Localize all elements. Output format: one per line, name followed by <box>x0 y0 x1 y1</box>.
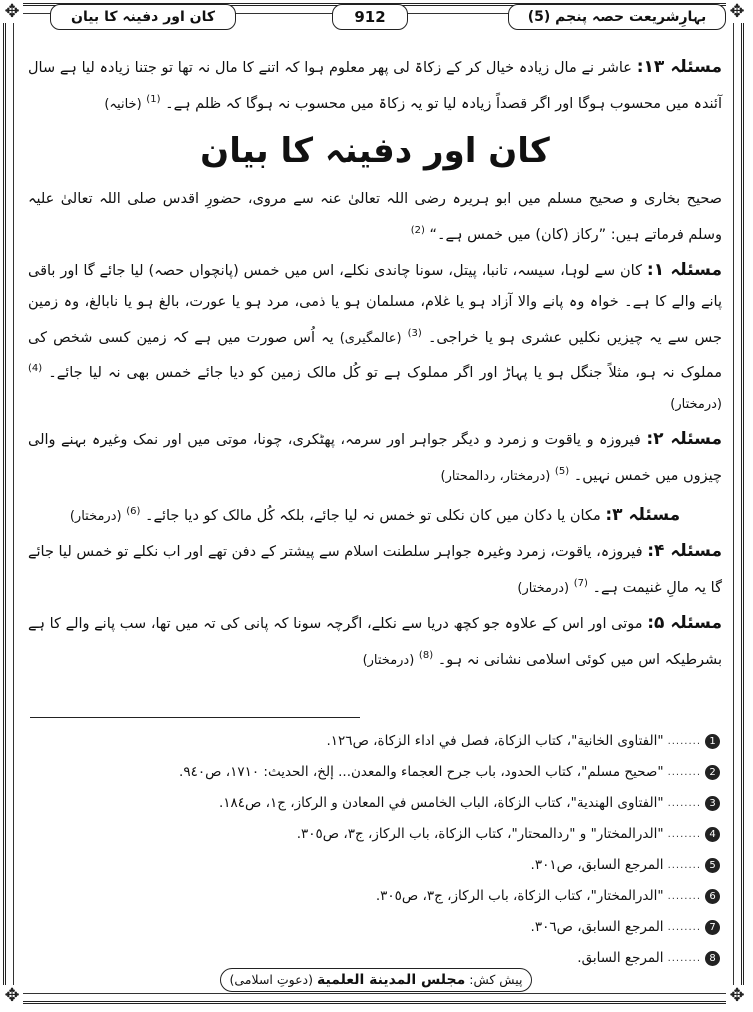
corner-ornament-icon: ✥ <box>726 1 748 23</box>
leader-dots: ........ <box>667 736 701 747</box>
footnote-ref[interactable]: (3) <box>407 327 422 339</box>
masala-label: مسئلہ ۳: <box>605 504 681 525</box>
masala-text: فیروزہ، یاقوت، زمرد وغیرہ جواہر سلطنت اسلام سے پیشتر کے دفن تھے اور اب نکلے تو خمس لیا جائے گا یہ مالِ غنیمت ہے۔ <box>28 543 722 596</box>
running-chapter-title: کان اور دفینہ کا بیان <box>50 4 236 30</box>
footnote-text: "صحيح مسلم"، كتاب الحدود، باب جرح العجماء والمعدن... إلخ، الحديث: ١٧١٠، ص٩٤٠. <box>179 764 664 780</box>
masala-4 <box>28 536 722 604</box>
citation: (خانیہ) <box>104 96 142 112</box>
chapter-heading: کان اور دفینہ کا بیان <box>200 130 550 171</box>
footnote-ref[interactable]: (6) <box>126 506 141 518</box>
corner-ornament-icon: ✥ <box>726 985 748 1007</box>
citation: (عالمگیری) <box>339 330 402 346</box>
masala-13 <box>28 52 722 120</box>
citation: (درمختار) <box>69 508 122 524</box>
footnote-number: 7 <box>705 920 720 935</box>
masala-label: مسئلہ ۵: <box>647 612 723 633</box>
footnote-text: المرجع السابق، ص٣٠١. <box>530 857 664 873</box>
publisher-footer <box>220 968 532 992</box>
page-number: 912 <box>332 4 408 30</box>
footer-suffix: (دعوتِ اسلامی) <box>229 972 313 987</box>
masala-text: عاشر نے مال زیادہ خیال کر کے زکاۃ لی پھر معلوم ہوا کہ اتنے کا مال نہ تھا تو جتنا زیادہ لیا ہے سال آئندہ میں محسوب ہوگا اور اگر قصداً زیادہ لیا تو یہ زکاۃ میں محسوب نہ ہوگا کہ ظلم ہے۔ <box>28 60 722 112</box>
masala-label: مسئلہ ۱: <box>646 259 722 280</box>
leader-dots: ........ <box>667 767 701 778</box>
footnote-ref[interactable]: (5) <box>554 466 570 478</box>
footnote-item <box>30 726 720 757</box>
footnote-item <box>30 881 720 912</box>
leader-dots: ........ <box>667 891 701 902</box>
footnote-number: 3 <box>705 796 720 811</box>
page-header <box>0 4 753 30</box>
publisher-name: مجلس المدينة العلمية <box>316 972 466 988</box>
masala-text: فیروزہ و یاقوت و زمرد و دیگر جواہر اور سرمہ، پھٹکری، چونا، موتی میں اور نمک وغیرہ بہنے والی چیزوں میں خمس نہیں۔ <box>28 432 722 485</box>
leader-dots: ........ <box>667 829 701 840</box>
masala-1 <box>28 255 722 421</box>
footnote-item <box>30 819 720 850</box>
main-text <box>28 52 722 680</box>
masala-text: کان سے لوہا، سیسہ، تانبا، پیتل، سونا چاندی نکلے، اس میں خمس (پانچواں حصہ) لیا جائے گا اور باقی پانے والے کا ہے۔ خواہ وہ پانے والا آزاد ہو یا غلام، مسلمان ہو یا ذمی، مرد ہو یا عورت، بالغ ہو یا نابالغ، وہ زمین جس سے یہ چیزیں نکلیں عشری ہو یا خراجی۔ <box>28 262 723 346</box>
leader-dots: ........ <box>667 860 701 871</box>
citation: (درمختار) <box>670 397 722 413</box>
footnote-text: "الدرالمختار" و "ردالمحتار"، كتاب الزكاة، باب الركاز، ج٣، ص٣٠٥. <box>296 826 664 842</box>
footnote-text: المرجع السابق. <box>577 950 664 966</box>
masala-text: موتی اور اس کے علاوہ جو کچھ دریا سے نکلے، اگرچہ سونا کہ پانی کی تہ میں تھا، سب پانے والے کا ہے بشرطیکہ اس میں کوئی اسلامی نشانی نہ ہو۔ <box>28 615 722 668</box>
masala-text-continued: یہ اُس صورت میں ہے کہ زمین کسی شخص کی مملوک نہ ہو، مثلاً جنگل ہو یا پہاڑ اور اگر مملوک ہے تو کُل مالک زمین کو دیا جائے خمس بھی نہ لیا جائے۔ <box>28 329 722 382</box>
footnote-ref[interactable]: (1) <box>146 94 161 105</box>
footnote-ref[interactable]: (7) <box>573 577 588 589</box>
masala-5 <box>28 608 722 676</box>
footnote-item <box>30 850 720 881</box>
leader-dots: ........ <box>667 922 701 933</box>
footnotes-list <box>30 726 720 974</box>
book-title: بہارِشریعت حصہ پنجم (5) <box>508 4 726 30</box>
hadith-paragraph <box>28 184 722 251</box>
citation: (درمختار) <box>517 580 570 596</box>
footnote-number: 8 <box>705 951 720 966</box>
footnote-ref[interactable]: (4) <box>28 363 43 375</box>
footnote-text: "الفتاوى الهندية"، كتاب الزكاة، الباب الخامس في المعادن و الركاز، ج١، ص١٨٤. <box>218 795 664 811</box>
footnote-number: 6 <box>705 889 720 904</box>
footnote-divider <box>30 717 360 718</box>
citation: (درمختار، ردالمحتار) <box>440 469 551 485</box>
masala-label: مسئلہ ۲: <box>646 429 722 450</box>
corner-ornament-icon: ✥ <box>1 985 23 1007</box>
footnote-item <box>30 912 720 943</box>
masala-2 <box>28 424 722 492</box>
masala-text: مکان یا دکان میں کان نکلی تو خمس نہ لیا جائے، بلکہ کُل مالک کو دیا جائے۔ <box>144 507 601 524</box>
footer-prefix: پیش کش: <box>469 972 523 987</box>
footnote-number: 1 <box>705 734 720 749</box>
footnote-item <box>30 757 720 788</box>
footnote-number: 4 <box>705 827 720 842</box>
footnote-number: 5 <box>705 858 720 873</box>
masala-3 <box>28 496 722 532</box>
footnote-text: المرجع السابق، ص٣٠٦. <box>530 919 664 935</box>
footnote-ref[interactable]: (2) <box>410 224 425 236</box>
footnote-text: "الفتاوى الخانية"، كتاب الزكاة، فصل في اداء الزكاة، ص١٢٦. <box>326 733 664 749</box>
citation: (درمختار) <box>362 652 415 668</box>
footnote-ref[interactable]: (8) <box>418 649 434 661</box>
leader-dots: ........ <box>667 953 701 964</box>
masala-label: مسئلہ ۱۳: <box>636 57 723 77</box>
footnote-text: "الدرالمختار"، كتاب الزكاة، باب الركاز، ج٣، ص٣٠٥. <box>375 888 664 904</box>
hadith-text: صحیح بخاری و صحیح مسلم میں ابو ہریرہ رضی اللہ تعالیٰ عنہ سے مروی، حضورِ اقدس صلی اللہ تعالیٰ علیہ وسلم فرماتے ہیں: ”رکاز (کان) میں خمس ہے۔“ <box>28 190 722 243</box>
footnote-item <box>30 788 720 819</box>
footnote-number: 2 <box>705 765 720 780</box>
leader-dots: ........ <box>667 798 701 809</box>
masala-label: مسئلہ ۴: <box>647 540 723 561</box>
corner-ornament-icon: ✥ <box>1 1 23 23</box>
